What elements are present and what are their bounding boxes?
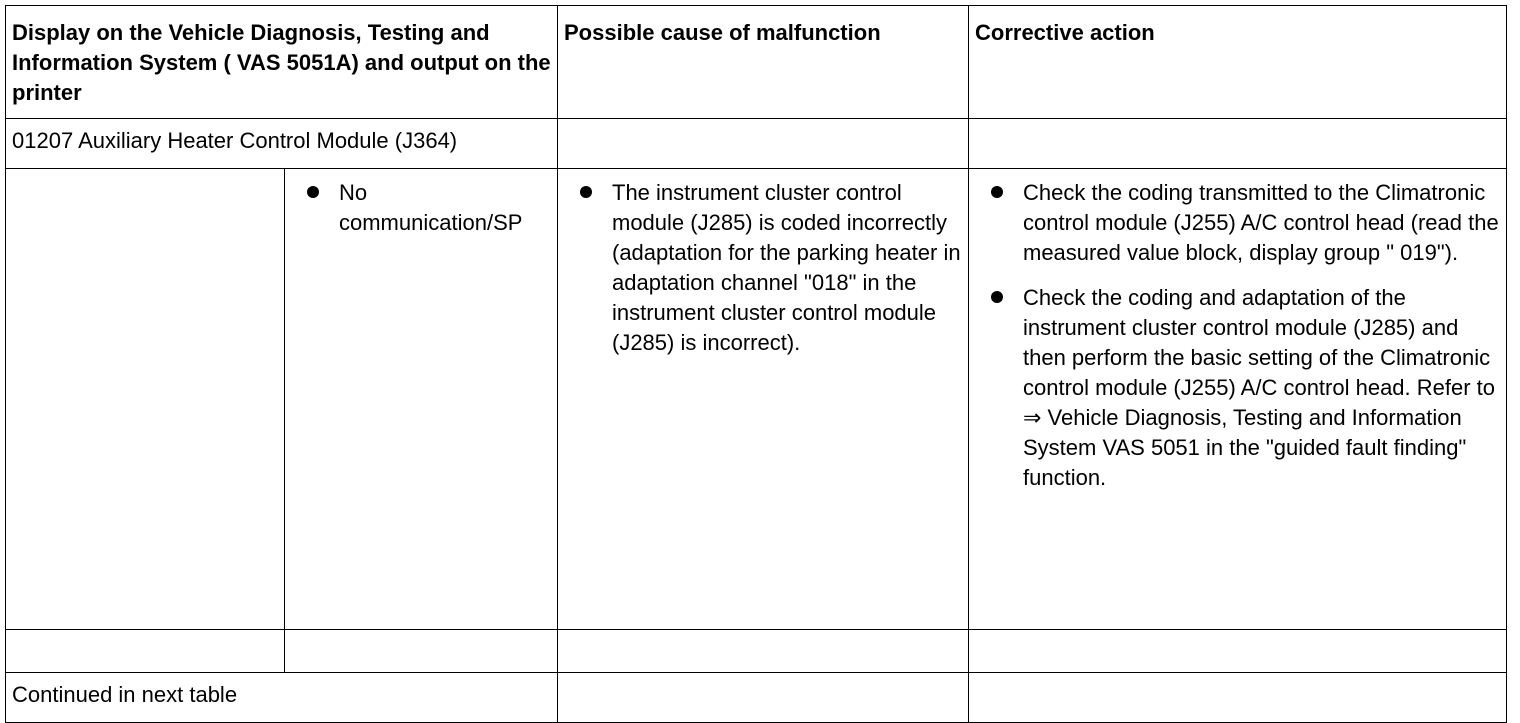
fault-indent-empty xyxy=(6,169,285,630)
bullet-icon xyxy=(580,186,592,198)
list-item xyxy=(991,283,1500,493)
fault-cause-cell xyxy=(558,169,969,630)
table-row-empty xyxy=(6,630,1507,673)
action-text-1: Check the coding transmitted to the Climatronic control module (J255) A/C control head (read the measured value block, display group " 019"). xyxy=(1023,180,1499,265)
bullet-icon xyxy=(991,186,1003,198)
empty-cell xyxy=(558,630,969,673)
empty-cell xyxy=(6,630,285,673)
bullet-icon xyxy=(307,186,319,198)
module-title: 01207 Auxiliary Heater Control Module (J364) xyxy=(6,119,558,169)
display-text: No communication/SP xyxy=(339,180,523,235)
bullet-icon xyxy=(991,291,1003,303)
module-action-empty xyxy=(969,119,1507,169)
header-cause: Possible cause of malfunction xyxy=(558,6,969,119)
cause-text: The instrument cluster control module (J285) is coded incorrectly (adaptation for the parking heater in adaptation channel "018" in the instrument cluster control module (J285) is incorrect). xyxy=(612,180,961,355)
document-page xyxy=(5,5,1506,707)
header-action: Corrective action xyxy=(969,6,1507,119)
fault-table xyxy=(5,5,1507,723)
continued-note: Continued in next table xyxy=(6,673,558,723)
continued-cause-empty xyxy=(558,673,969,723)
table-row-continued xyxy=(6,673,1507,723)
empty-cell xyxy=(285,630,558,673)
fault-display-cell xyxy=(285,169,558,630)
header-display: Display on the Vehicle Diagnosis, Testing and Information System ( VAS 5051A) and output on the printer xyxy=(6,6,558,119)
fault-action-cell xyxy=(969,169,1507,630)
continued-action-empty xyxy=(969,673,1507,723)
module-cause-empty xyxy=(558,119,969,169)
table-row-module xyxy=(6,119,1507,169)
table-header-row xyxy=(6,6,1507,119)
action-text-2: Check the coding and adaptation of the instrument cluster control module (J285) and then perform the basic setting of the Climatronic control module (J255) A/C control head. Refer to ⇒ Vehicle Diagnosis, Testing and Information System VAS 5051 in the "guided fault finding" function. xyxy=(1023,285,1496,490)
list-item xyxy=(580,178,962,358)
list-item xyxy=(991,178,1500,268)
empty-cell xyxy=(969,630,1507,673)
table-row-fault xyxy=(6,169,1507,630)
list-item xyxy=(307,178,551,238)
